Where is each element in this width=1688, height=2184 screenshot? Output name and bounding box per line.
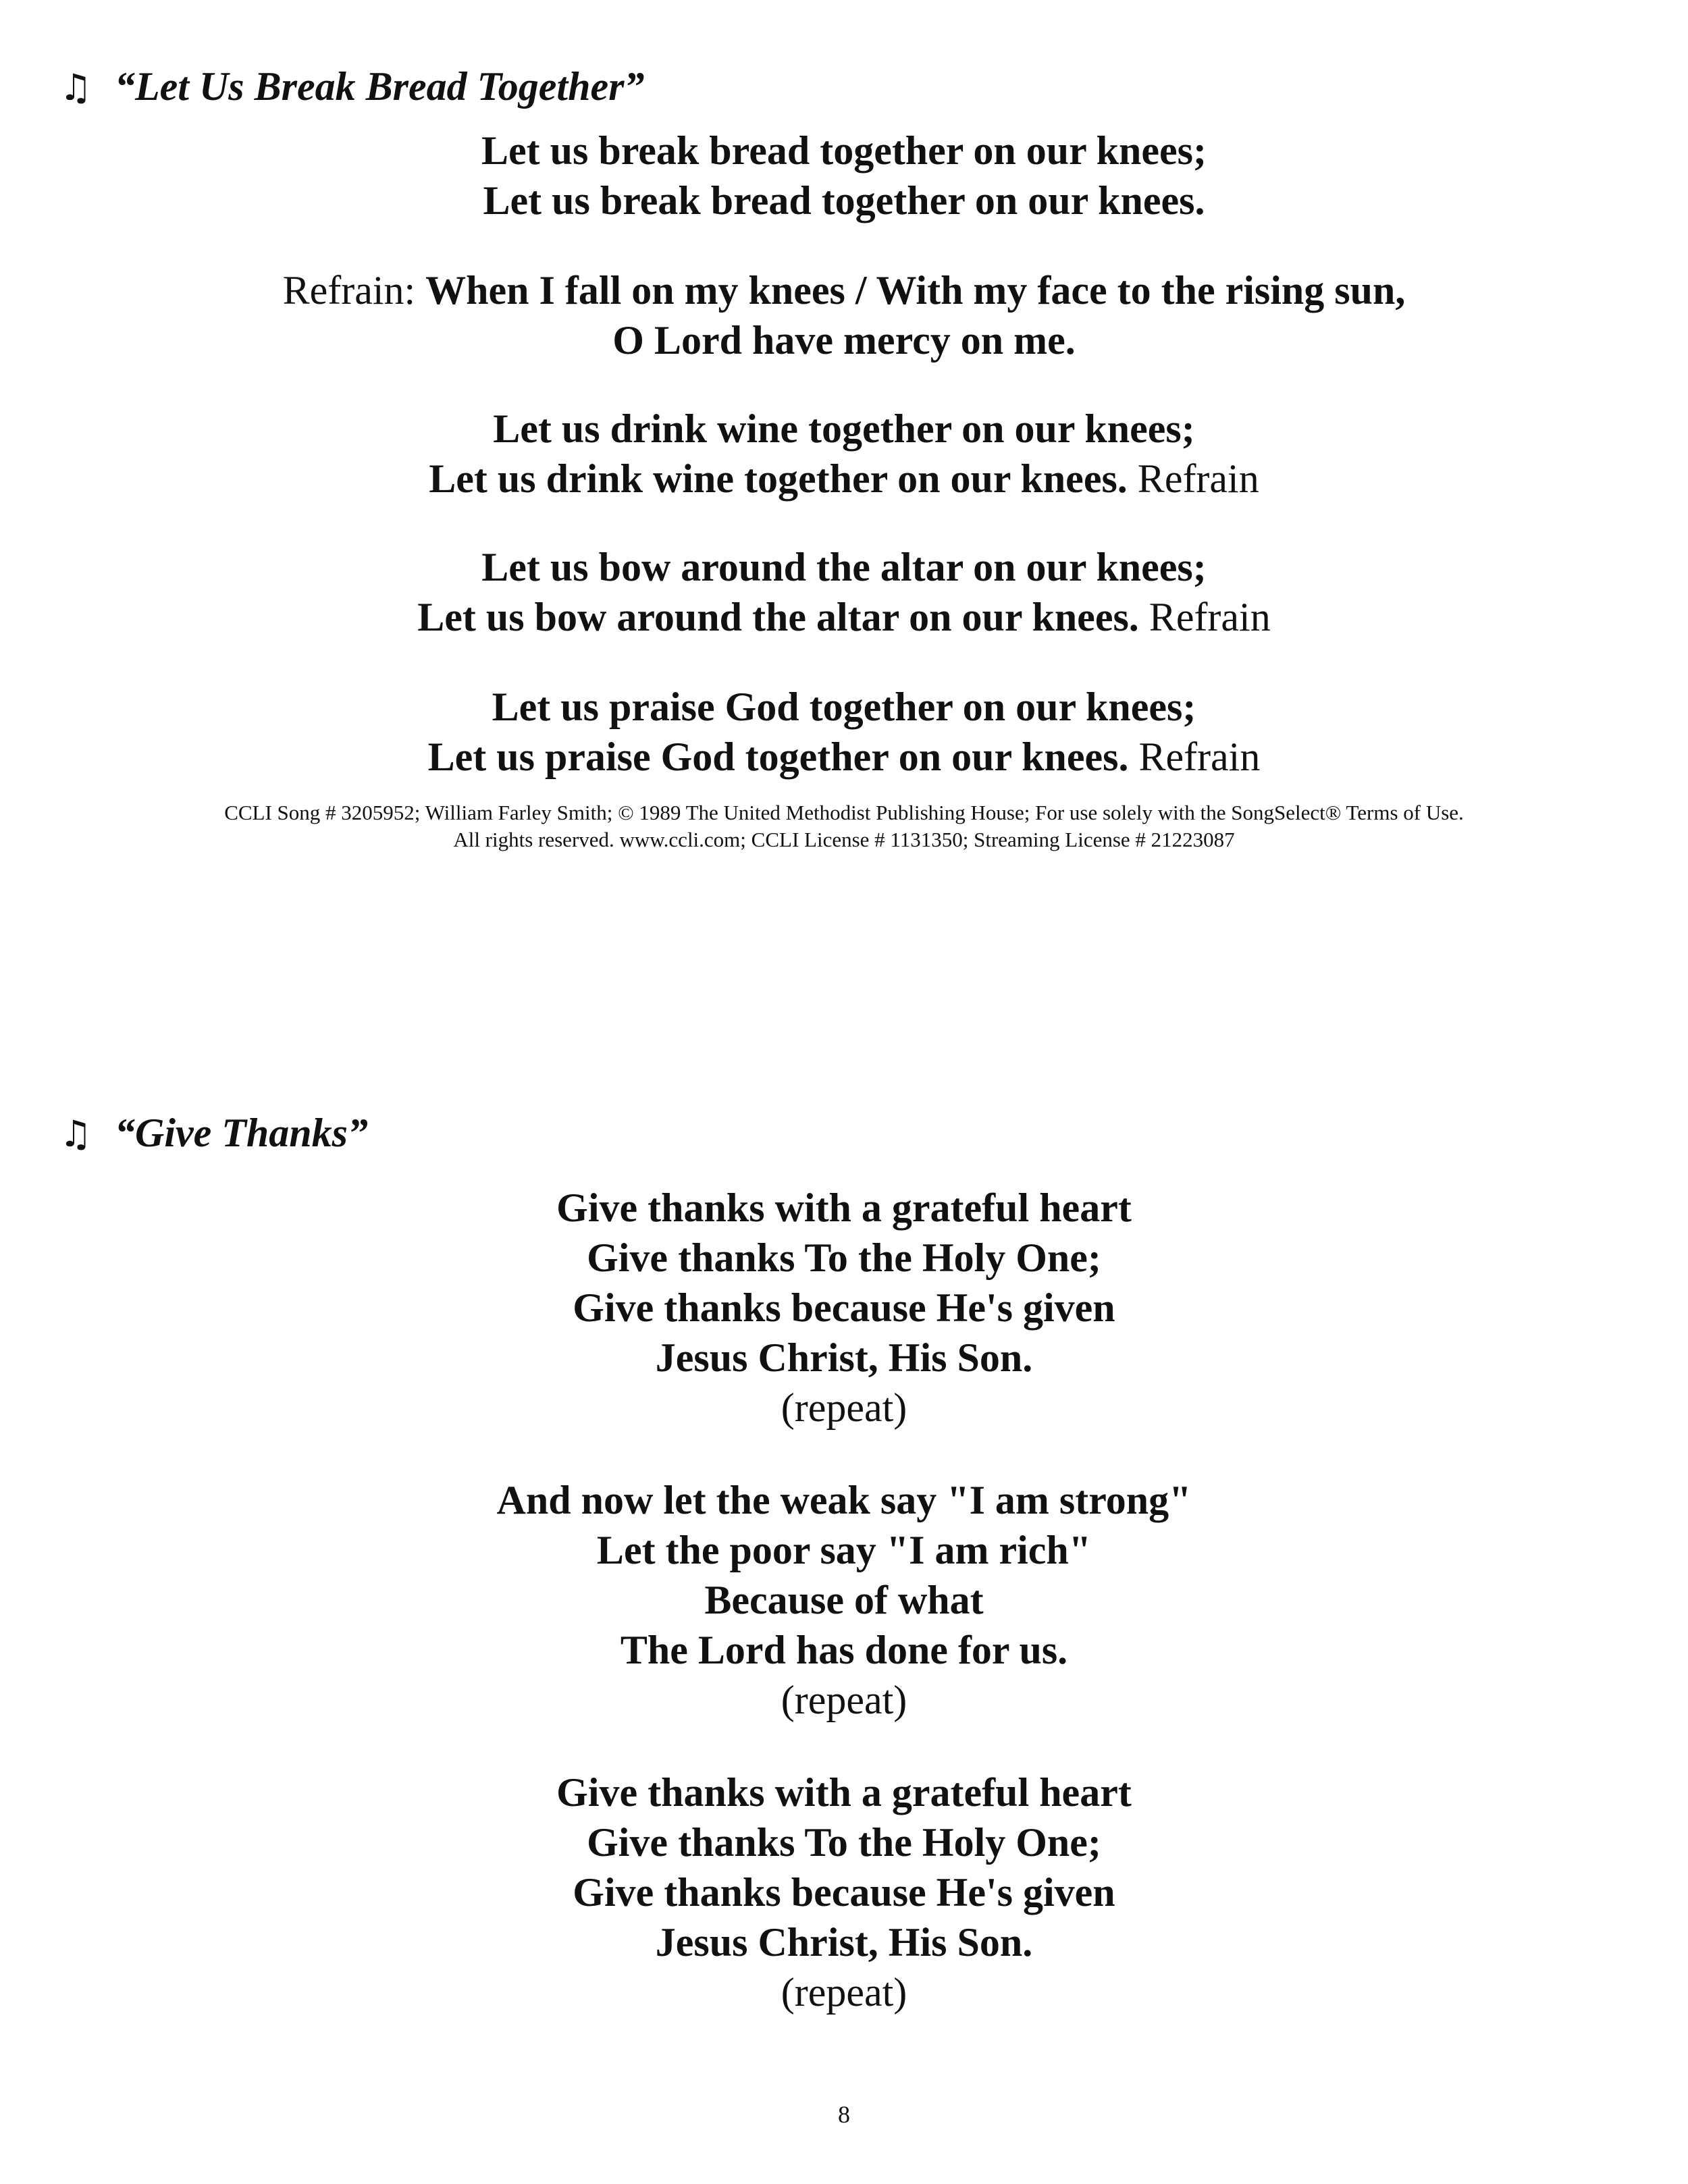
lyric-line: Let us praise God together on our knees; bbox=[492, 685, 1196, 729]
verse bbox=[0, 1767, 1688, 2017]
copyright-credit bbox=[0, 799, 1688, 853]
lyric-line: Let the poor say "I am rich" bbox=[596, 1528, 1092, 1572]
lyric-line: Let us bow around the altar on our knees; bbox=[481, 545, 1207, 589]
refrain-verse bbox=[0, 265, 1688, 365]
lyric-line: Give thanks To the Holy One; bbox=[587, 1820, 1101, 1865]
lyric-line bbox=[0, 592, 1688, 642]
lyric-line bbox=[0, 265, 1688, 315]
lyric-line: Give thanks with a grateful heart bbox=[556, 1770, 1132, 1815]
repeat-note: (repeat) bbox=[781, 1678, 907, 1722]
lyric-line: The Lord has done for us. bbox=[620, 1628, 1068, 1672]
verse bbox=[0, 1183, 1688, 1433]
lyric-line: Let us drink wine together on our knees; bbox=[493, 406, 1195, 451]
lyric-line: Give thanks because He's given bbox=[573, 1870, 1115, 1915]
credit-line: CCLI Song # 3205952; William Farley Smith; © 1989 The United Methodist Publishing House; For use solely with the SongSelect® Terms of Use. bbox=[224, 801, 1464, 824]
lyric-text: Let us drink wine together on our knees. bbox=[429, 456, 1128, 501]
refrain-cue: Refrain bbox=[1127, 456, 1259, 501]
refrain-label: Refrain: bbox=[282, 268, 426, 313]
refrain-cue: Refrain bbox=[1138, 595, 1271, 639]
lyric-line bbox=[0, 732, 1688, 782]
lyric-line bbox=[0, 454, 1688, 504]
lyric-line: Jesus Christ, His Son. bbox=[655, 1335, 1033, 1380]
lyric-text: Let us praise God together on our knees. bbox=[427, 735, 1129, 779]
verse bbox=[0, 542, 1688, 642]
verse bbox=[0, 682, 1688, 782]
song-title-text: “Give Thanks” bbox=[115, 1111, 368, 1155]
lyric-text: Let us bow around the altar on our knees. bbox=[417, 595, 1139, 639]
lyric-line: And now let the weak say "I am strong" bbox=[496, 1478, 1192, 1522]
song-title bbox=[59, 61, 644, 113]
lyric-line: Let us break bread together on our knees. bbox=[483, 178, 1205, 223]
song-title-text: “Let Us Break Bread Together” bbox=[115, 64, 645, 109]
lyric-line: Because of what bbox=[704, 1578, 984, 1622]
lyric-text: When I fall on my knees / With my face to the rising sun, bbox=[425, 268, 1406, 313]
credit-line: All rights reserved. www.ccli.com; CCLI License # 1131350; Streaming License # 21223087 bbox=[453, 828, 1235, 851]
verse bbox=[0, 126, 1688, 225]
verse bbox=[0, 1475, 1688, 1725]
music-note-icon: ♫ bbox=[59, 1113, 93, 1155]
lyric-line: Let us break bread together on our knees; bbox=[481, 128, 1207, 173]
song-title bbox=[59, 1107, 368, 1160]
verse bbox=[0, 404, 1688, 504]
refrain-cue: Refrain bbox=[1128, 735, 1261, 779]
lyric-line: Give thanks To the Holy One; bbox=[587, 1235, 1101, 1280]
repeat-note: (repeat) bbox=[781, 1385, 907, 1430]
lyric-line: Give thanks with a grateful heart bbox=[556, 1186, 1132, 1230]
repeat-note: (repeat) bbox=[781, 1970, 907, 2015]
music-note-icon: ♫ bbox=[59, 66, 93, 109]
lyric-line: O Lord have mercy on me. bbox=[612, 318, 1076, 363]
lyric-line: Jesus Christ, His Son. bbox=[655, 1920, 1033, 1965]
lyric-line: Give thanks because He's given bbox=[573, 1285, 1115, 1330]
page-number: 8 bbox=[838, 2101, 850, 2128]
